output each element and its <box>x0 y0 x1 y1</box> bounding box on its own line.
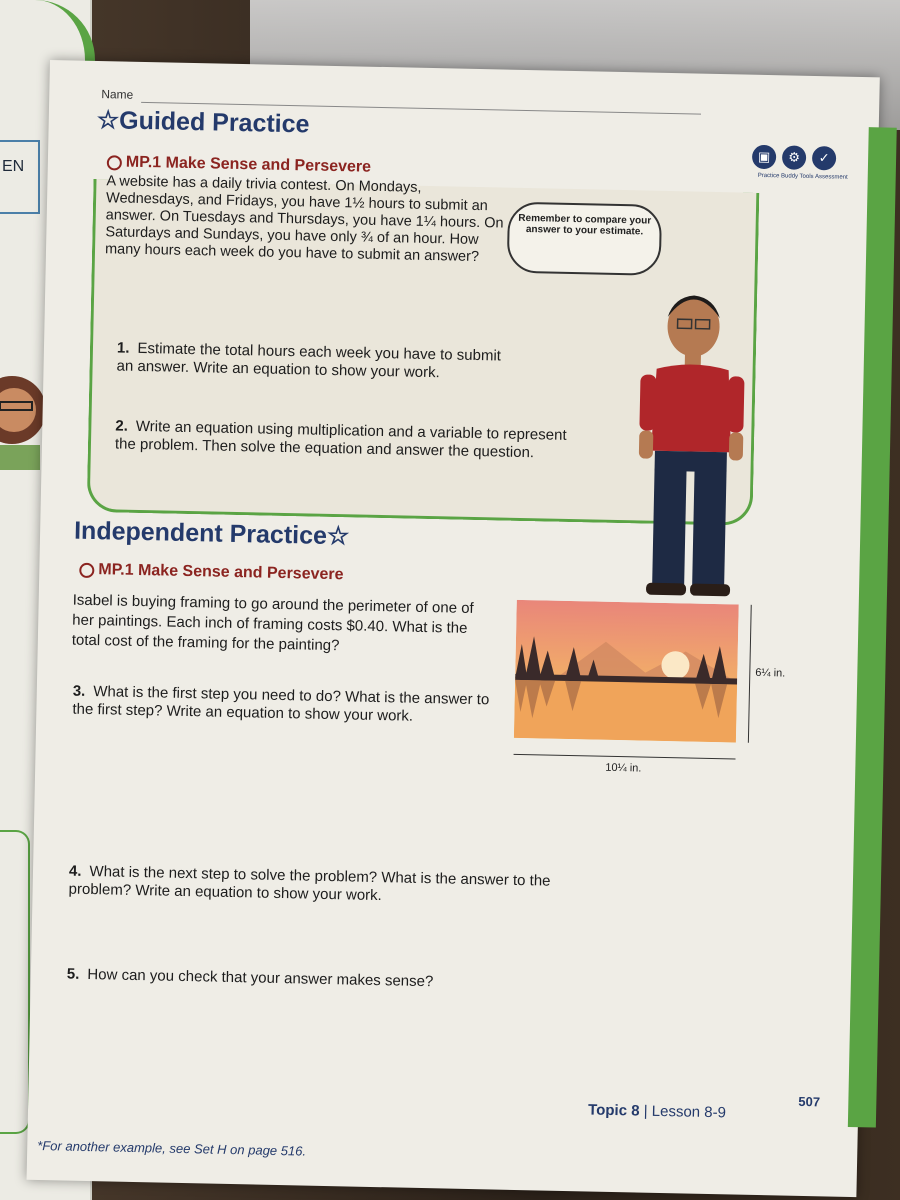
question-1-text: Estimate the total hours each week you have to submit an answer. Write an equation to show your work. <box>116 339 502 382</box>
tools-icon[interactable]: ⚙ <box>782 145 806 169</box>
independent-practice-title: Independent Practice☆ <box>73 516 350 551</box>
question-4-text: What is the next step to solve the problem? What is the answer to the problem? Write an equation to show your work. <box>68 863 551 905</box>
topic-lesson-label: Topic 8 | Lesson 8-9 <box>587 1101 727 1122</box>
page-number: 507 <box>798 1093 821 1110</box>
topic-label: Topic 8 <box>587 1101 640 1120</box>
question-3-number: 3. <box>72 682 86 700</box>
left-page-box <box>0 140 40 214</box>
footnote: *For another example, see Set H on page 516. <box>37 1137 307 1159</box>
boy-character-illustration <box>628 280 755 602</box>
guided-problem-text: A website has a daily trivia contest. On Mondays, Wednesdays, and Fridays, you have 1½ hours to submit an answer. On Tuesdays and Thursdays, you have 1¼ hours. On Saturdays and Sundays, you have only ¾ of an hour. How many hours each week do you have to submit an answer? <box>104 173 504 266</box>
question-3-text: What is the first step you need to do? What is the answer to the first step? Write an equation to show your work. <box>72 683 490 725</box>
painting-illustration <box>514 600 739 743</box>
width-label: 10¼ in. <box>605 761 642 775</box>
guided-practice-title: ☆Guided Practice <box>96 105 310 139</box>
independent-practice-label: MP.1 Make Sense and Persevere <box>79 561 344 585</box>
question-3 <box>72 683 503 728</box>
speech-bubble: Remember to compare your answer to your estimate. <box>507 202 662 276</box>
height-dimension-line <box>748 605 752 743</box>
question-4-number: 4. <box>68 862 82 880</box>
name-label: Name <box>101 87 134 102</box>
assessment-label: Assessment <box>814 174 848 181</box>
guided-practice-label: MP.1 Make Sense and Persevere <box>107 153 372 177</box>
question-1 <box>116 339 517 383</box>
question-2-number: 2. <box>115 417 129 435</box>
guided-practice-box <box>87 153 760 526</box>
independent-problem-text: Isabel is buying framing to go around the perimeter of one of her paintings. Each inch of framing costs $0.40. What is the total cost of the framing for the painting? <box>71 591 474 655</box>
question-5-number: 5. <box>66 965 80 983</box>
left-page-tab <box>0 830 30 1134</box>
lesson-label: Lesson 8-9 <box>651 1102 727 1122</box>
question-5 <box>67 966 607 995</box>
star-icon: ☆ <box>326 521 350 551</box>
tools-label: Tools <box>799 173 814 181</box>
question-4 <box>68 863 609 910</box>
star-icon: ☆ <box>96 105 120 135</box>
practice-buddy-icon[interactable]: ▣ <box>752 145 776 169</box>
assessment-icon[interactable]: ✓ <box>812 146 836 170</box>
icons-labels <box>758 173 848 181</box>
question-2 <box>115 417 586 463</box>
practice-buddy-label: Practice Buddy <box>757 172 799 180</box>
question-5-text: How can you check that your answer makes sense? <box>87 965 434 991</box>
question-2-text: Write an equation using multiplication and a variable to represent the problem. Then solve the equation and answer the question. <box>114 417 567 462</box>
question-1-number: 1. <box>116 339 130 357</box>
digital-tools-icons <box>752 145 836 171</box>
height-label: 6¼ in. <box>755 666 786 680</box>
left-page-label: EN <box>2 158 25 175</box>
target-icon <box>79 562 94 577</box>
textbook-page <box>27 60 880 1197</box>
target-icon <box>107 155 122 170</box>
width-dimension-line <box>514 754 736 760</box>
